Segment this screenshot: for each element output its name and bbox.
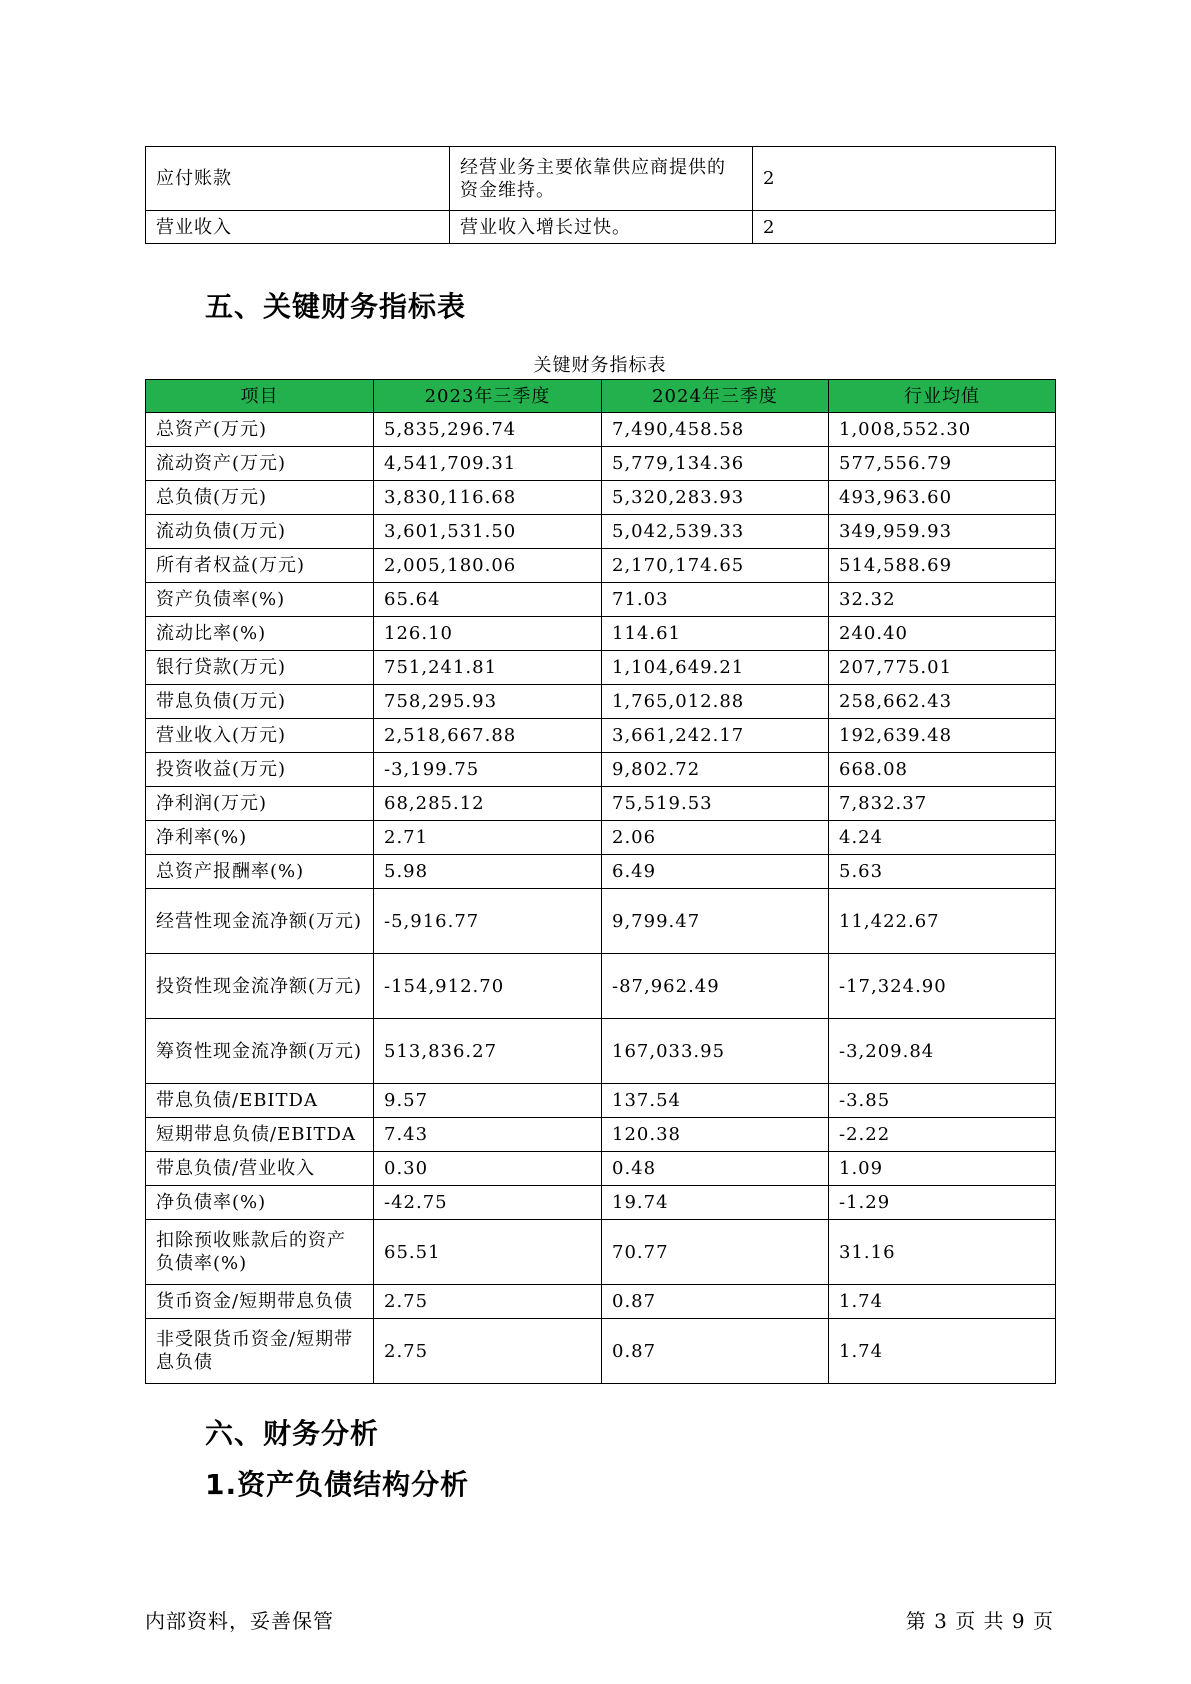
value-cell: -154,912.70	[374, 954, 602, 1019]
value-cell: 514,588.69	[829, 549, 1056, 583]
value-cell: 137.54	[602, 1084, 829, 1118]
value-cell: 11,422.67	[829, 889, 1056, 954]
indicator-name-cell: 净负债率(%)	[146, 1186, 374, 1220]
indicator-name-cell: 流动负债(万元)	[146, 515, 374, 549]
value-cell: 3,830,116.68	[374, 481, 602, 515]
value-cell: 32.32	[829, 583, 1056, 617]
section-6-subheading: 1.资产负债结构分析	[205, 1468, 470, 1501]
column-header: 2023年三季度	[374, 380, 602, 413]
indicator-name-cell: 带息负债/EBITDA	[146, 1084, 374, 1118]
value-cell: 9,799.47	[602, 889, 829, 954]
indicator-name-cell: 短期带息负债/EBITDA	[146, 1118, 374, 1152]
indicator-name-cell: 投资收益(万元)	[146, 753, 374, 787]
value-cell: 5,042,539.33	[602, 515, 829, 549]
indicator-name-cell: 银行贷款(万元)	[146, 651, 374, 685]
value-cell: 1.09	[829, 1152, 1056, 1186]
value-cell: 2.71	[374, 821, 602, 855]
value-cell: 349,959.93	[829, 515, 1056, 549]
section-5-heading: 五、关键财务指标表	[205, 290, 467, 323]
value-cell: 2.06	[602, 821, 829, 855]
value-cell: 4.24	[829, 821, 1056, 855]
value-cell: 5,320,283.93	[602, 481, 829, 515]
column-header: 2024年三季度	[602, 380, 829, 413]
value-cell: 71.03	[602, 583, 829, 617]
value-cell: 258,662.43	[829, 685, 1056, 719]
indicator-name-cell: 营业收入(万元)	[146, 719, 374, 753]
value-cell: -3.85	[829, 1084, 1056, 1118]
table-row	[146, 583, 1056, 617]
risk-row	[146, 147, 1056, 211]
value-cell: -1.29	[829, 1186, 1056, 1220]
table-header-row	[146, 380, 1056, 413]
table-row	[146, 651, 1056, 685]
risk-cell-item: 营业收入	[146, 211, 450, 244]
value-cell: 1,008,552.30	[829, 413, 1056, 447]
indicator-name-cell: 总负债(万元)	[146, 481, 374, 515]
table-row	[146, 447, 1056, 481]
footer-confidential-note: 内部资料，妥善保管	[145, 1609, 334, 1633]
value-cell: 513,836.27	[374, 1019, 602, 1084]
value-cell: -3,209.84	[829, 1019, 1056, 1084]
table-row	[146, 787, 1056, 821]
value-cell: 114.61	[602, 617, 829, 651]
table-row	[146, 954, 1056, 1019]
value-cell: -5,916.77	[374, 889, 602, 954]
value-cell: 65.51	[374, 1220, 602, 1285]
indicator-name-cell: 经营性现金流净额(万元)	[146, 889, 374, 954]
value-cell: 2,170,174.65	[602, 549, 829, 583]
value-cell: 19.74	[602, 1186, 829, 1220]
value-cell: 192,639.48	[829, 719, 1056, 753]
indicator-name-cell: 流动比率(%)	[146, 617, 374, 651]
value-cell: 2.75	[374, 1285, 602, 1319]
value-cell: 4,541,709.31	[374, 447, 602, 481]
value-cell: 668.08	[829, 753, 1056, 787]
value-cell: 31.16	[829, 1220, 1056, 1285]
risk-row	[146, 211, 1056, 244]
value-cell: 65.64	[374, 583, 602, 617]
table-row	[146, 855, 1056, 889]
column-header: 项目	[146, 380, 374, 413]
value-cell: 3,661,242.17	[602, 719, 829, 753]
value-cell: 207,775.01	[829, 651, 1056, 685]
table-row	[146, 719, 1056, 753]
value-cell: 5.63	[829, 855, 1056, 889]
value-cell: -42.75	[374, 1186, 602, 1220]
value-cell: 7.43	[374, 1118, 602, 1152]
value-cell: 751,241.81	[374, 651, 602, 685]
risk-table	[145, 146, 1056, 244]
table-row	[146, 549, 1056, 583]
value-cell: 758,295.93	[374, 685, 602, 719]
risk-cell-desc: 营业收入增长过快。	[450, 211, 753, 244]
value-cell: 2,518,667.88	[374, 719, 602, 753]
table-row	[146, 1118, 1056, 1152]
risk-cell-score: 2	[753, 147, 1056, 211]
section-6-heading: 六、财务分析	[205, 1417, 380, 1450]
risk-cell-score: 2	[753, 211, 1056, 244]
value-cell: 70.77	[602, 1220, 829, 1285]
indicator-name-cell: 带息负债/营业收入	[146, 1152, 374, 1186]
indicator-name-cell: 总资产报酬率(%)	[146, 855, 374, 889]
value-cell: 577,556.79	[829, 447, 1056, 481]
table-row	[146, 1186, 1056, 1220]
table-row	[146, 1319, 1056, 1384]
table-row	[146, 481, 1056, 515]
value-cell: -2.22	[829, 1118, 1056, 1152]
value-cell: 1,104,649.21	[602, 651, 829, 685]
value-cell: 493,963.60	[829, 481, 1056, 515]
table-row	[146, 617, 1056, 651]
value-cell: 6.49	[602, 855, 829, 889]
indicator-name-cell: 净利率(%)	[146, 821, 374, 855]
value-cell: 0.48	[602, 1152, 829, 1186]
value-cell: 120.38	[602, 1118, 829, 1152]
value-cell: 240.40	[829, 617, 1056, 651]
value-cell: 9,802.72	[602, 753, 829, 787]
value-cell: 126.10	[374, 617, 602, 651]
value-cell: 1.74	[829, 1319, 1056, 1384]
table-row	[146, 1152, 1056, 1186]
value-cell: 9.57	[374, 1084, 602, 1118]
indicator-name-cell: 货币资金/短期带息负债	[146, 1285, 374, 1319]
value-cell: 3,601,531.50	[374, 515, 602, 549]
footer-page-number: 第 3 页 共 9 页	[905, 1609, 1054, 1633]
table-row	[146, 1220, 1056, 1285]
table-row	[146, 1285, 1056, 1319]
value-cell: 0.30	[374, 1152, 602, 1186]
indicator-name-cell: 带息负债(万元)	[146, 685, 374, 719]
indicator-name-cell: 筹资性现金流净额(万元)	[146, 1019, 374, 1084]
indicator-name-cell: 净利润(万元)	[146, 787, 374, 821]
value-cell: 2.75	[374, 1319, 602, 1384]
indicator-name-cell: 扣除预收账款后的资产负债率(%)	[146, 1220, 374, 1285]
column-header: 行业均值	[829, 380, 1056, 413]
value-cell: 2,005,180.06	[374, 549, 602, 583]
value-cell: 5,835,296.74	[374, 413, 602, 447]
indicator-name-cell: 资产负债率(%)	[146, 583, 374, 617]
value-cell: 1,765,012.88	[602, 685, 829, 719]
value-cell: -87,962.49	[602, 954, 829, 1019]
table-row	[146, 413, 1056, 447]
table-row	[146, 1019, 1056, 1084]
table-row	[146, 1084, 1056, 1118]
value-cell: -17,324.90	[829, 954, 1056, 1019]
value-cell: 7,490,458.58	[602, 413, 829, 447]
value-cell: 0.87	[602, 1319, 829, 1384]
value-cell: 5,779,134.36	[602, 447, 829, 481]
risk-cell-item: 应付账款	[146, 147, 450, 211]
table-row	[146, 889, 1056, 954]
indicator-name-cell: 投资性现金流净额(万元)	[146, 954, 374, 1019]
table-row	[146, 515, 1056, 549]
indicator-name-cell: 非受限货币资金/短期带息负债	[146, 1319, 374, 1384]
value-cell: 75,519.53	[602, 787, 829, 821]
value-cell: 0.87	[602, 1285, 829, 1319]
indicator-name-cell: 总资产(万元)	[146, 413, 374, 447]
table-row	[146, 821, 1056, 855]
risk-cell-desc: 经营业务主要依靠供应商提供的资金维持。	[450, 147, 753, 211]
value-cell: 5.98	[374, 855, 602, 889]
value-cell: 167,033.95	[602, 1019, 829, 1084]
table-row	[146, 685, 1056, 719]
indicator-name-cell: 所有者权益(万元)	[146, 549, 374, 583]
table-caption: 关键财务指标表	[533, 355, 667, 376]
value-cell: 7,832.37	[829, 787, 1056, 821]
table-row	[146, 753, 1056, 787]
value-cell: 1.74	[829, 1285, 1056, 1319]
value-cell: -3,199.75	[374, 753, 602, 787]
indicator-name-cell: 流动资产(万元)	[146, 447, 374, 481]
key-financial-indicators-table	[145, 379, 1056, 1384]
value-cell: 68,285.12	[374, 787, 602, 821]
